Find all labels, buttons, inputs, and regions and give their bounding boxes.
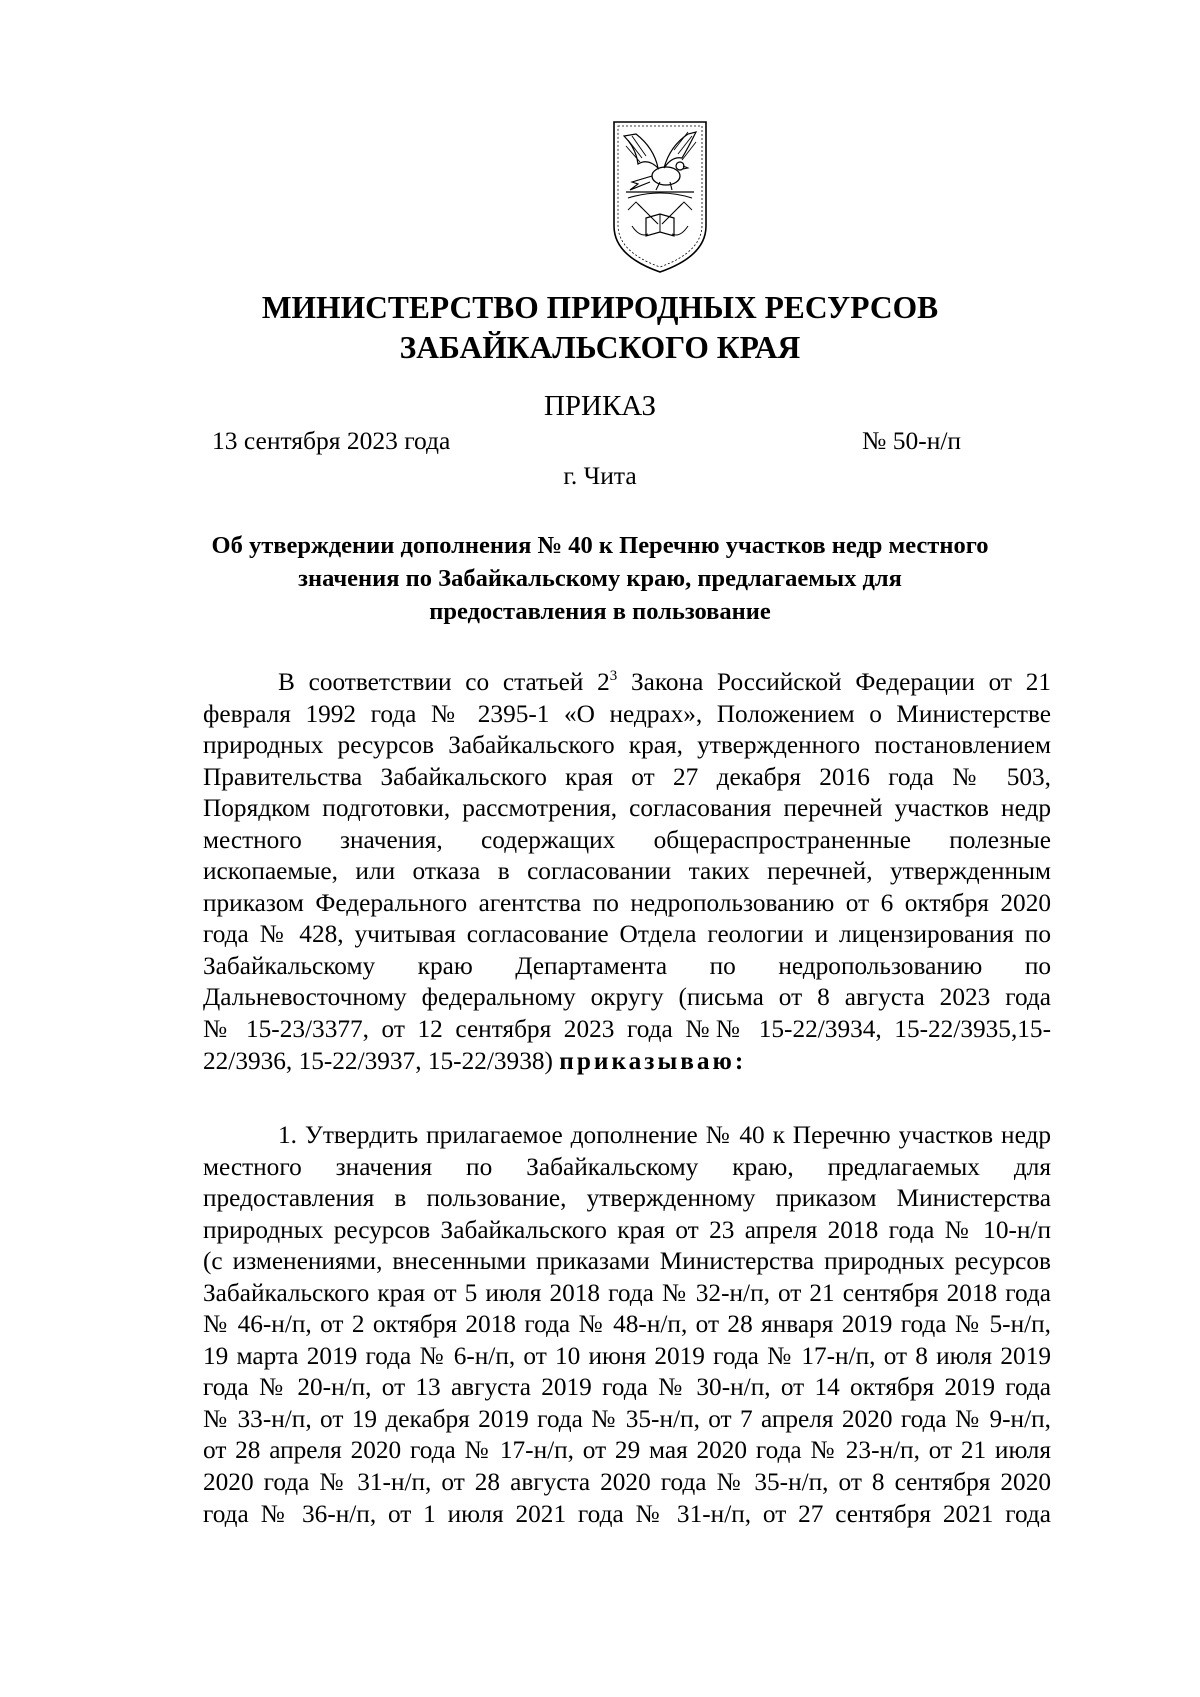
- preamble-line-text: 22/3936, 15-22/3937, 15-22/3938): [203, 1046, 560, 1075]
- preamble-line: местного значения, содержащих общераспространенные полезные: [203, 825, 1051, 854]
- clause-line: № 46-н/п, от 2 октября 2018 года № 48-н/п, от 28 января 2019 года № 5-н/п,: [203, 1310, 1051, 1339]
- order-number: № 50-н/п: [862, 426, 962, 455]
- clause-line: года № 20-н/п, от 13 августа 2019 года № 30-н/п, от 14 октября 2019 года: [203, 1373, 1051, 1402]
- preamble-line: ископаемые, или отказа в согласовании таких перечней, утвержденным: [203, 857, 1051, 886]
- clause-line: Забайкальского края от 5 июля 2018 года № 32-н/п, от 21 сентября 2018 года: [203, 1278, 1051, 1307]
- clause-line: года № 36-н/п, от 1 июля 2021 года № 31-н/п, от 27 сентября 2021 года: [203, 1499, 1051, 1528]
- preamble-line: Правительства Забайкальского края от 27 декабря 2016 года № 503,: [203, 762, 1051, 791]
- clause-1-paragraph: [203, 1120, 1051, 1530]
- preamble-line-text: Закона Российской Федерации от 21: [617, 668, 1052, 696]
- clause-line: (с изменениями, внесенными приказами Министерства природных ресурсов: [203, 1247, 1051, 1276]
- preamble-line: Порядком подготовки, рассмотрения, согласования перечней участков недр: [203, 794, 1051, 823]
- clause-line: 1. Утвердить прилагаемое дополнение № 40 к Перечню участков недр: [278, 1121, 1051, 1149]
- coat-of-arms-emblem: [608, 118, 712, 276]
- clause-line: 2020 года № 31-н/п, от 28 августа 2020 года № 35-н/п, от 8 сентября 2020: [203, 1468, 1051, 1497]
- order-title-line-2: значения по Забайкальскому краю, предлагаемых для: [298, 565, 902, 592]
- preamble-line: года № 428, учитывая согласование Отдела геологии и лицензирования по: [203, 920, 1051, 949]
- preamble-last-line: [203, 1046, 1051, 1078]
- preamble-paragraph: [203, 667, 1051, 1077]
- ministry-name-line-1: МИНИСТЕРСТВО ПРИРОДНЫХ РЕСУРСОВ: [261, 290, 939, 325]
- clause-line: от 28 апреля 2020 года № 17-н/п, от 29 мая 2020 года № 23-н/п, от 21 июля: [203, 1436, 1051, 1465]
- clause-line: предоставления в пользование, утвержденному приказом Министерства: [203, 1184, 1051, 1213]
- preamble-line: № 15-23/3377, от 12 сентября 2023 года №№ 15-22/3934, 15-22/3935,15-: [203, 1015, 1051, 1044]
- preamble-line: природных ресурсов Забайкальского края, утвержденного постановлением: [203, 731, 1051, 760]
- clause-line: местного значения по Забайкальскому краю, предлагаемых для: [203, 1152, 1051, 1181]
- preamble-line: [203, 667, 1051, 699]
- preamble-line: Забайкальскому краю Департамента по недропользованию по: [203, 951, 1051, 980]
- order-keyword: приказываю:: [559, 1046, 747, 1075]
- clause-line: № 33-н/п, от 19 декабря 2019 года № 35-н/п, от 7 апреля 2020 года № 9-н/п,: [203, 1404, 1051, 1433]
- order-city: г. Чита: [563, 461, 637, 490]
- document-type: ПРИКАЗ: [543, 390, 657, 422]
- preamble-line: приказом Федерального агентства по недропользованию от 6 октября 2020: [203, 888, 1051, 917]
- clause-line: 19 марта 2019 года № 6-н/п, от 10 июня 2019 года № 17-н/п, от 8 июля 2019: [203, 1341, 1051, 1370]
- clause-line: природных ресурсов Забайкальского края от 23 апреля 2018 года № 10-н/п: [203, 1215, 1051, 1244]
- order-title-line-1: Об утверждении дополнения № 40 к Перечню участков недр местного: [211, 532, 989, 559]
- preamble-line-text: В соответствии со статьей 2: [278, 668, 610, 696]
- ministry-name-line-2: ЗАБАЙКАЛЬСКОГО КРАЯ: [399, 330, 801, 365]
- order-title-line-3: предоставления в пользование: [429, 598, 771, 625]
- order-date: 13 сентября 2023 года: [212, 426, 451, 455]
- preamble-line: февраля 1992 года № 2395-1 «О недрах», Положением о Министерстве: [203, 699, 1051, 728]
- article-superscript: 3: [609, 668, 618, 684]
- preamble-line: Дальневосточному федеральному округу (письма от 8 августа 2023 года: [203, 983, 1051, 1012]
